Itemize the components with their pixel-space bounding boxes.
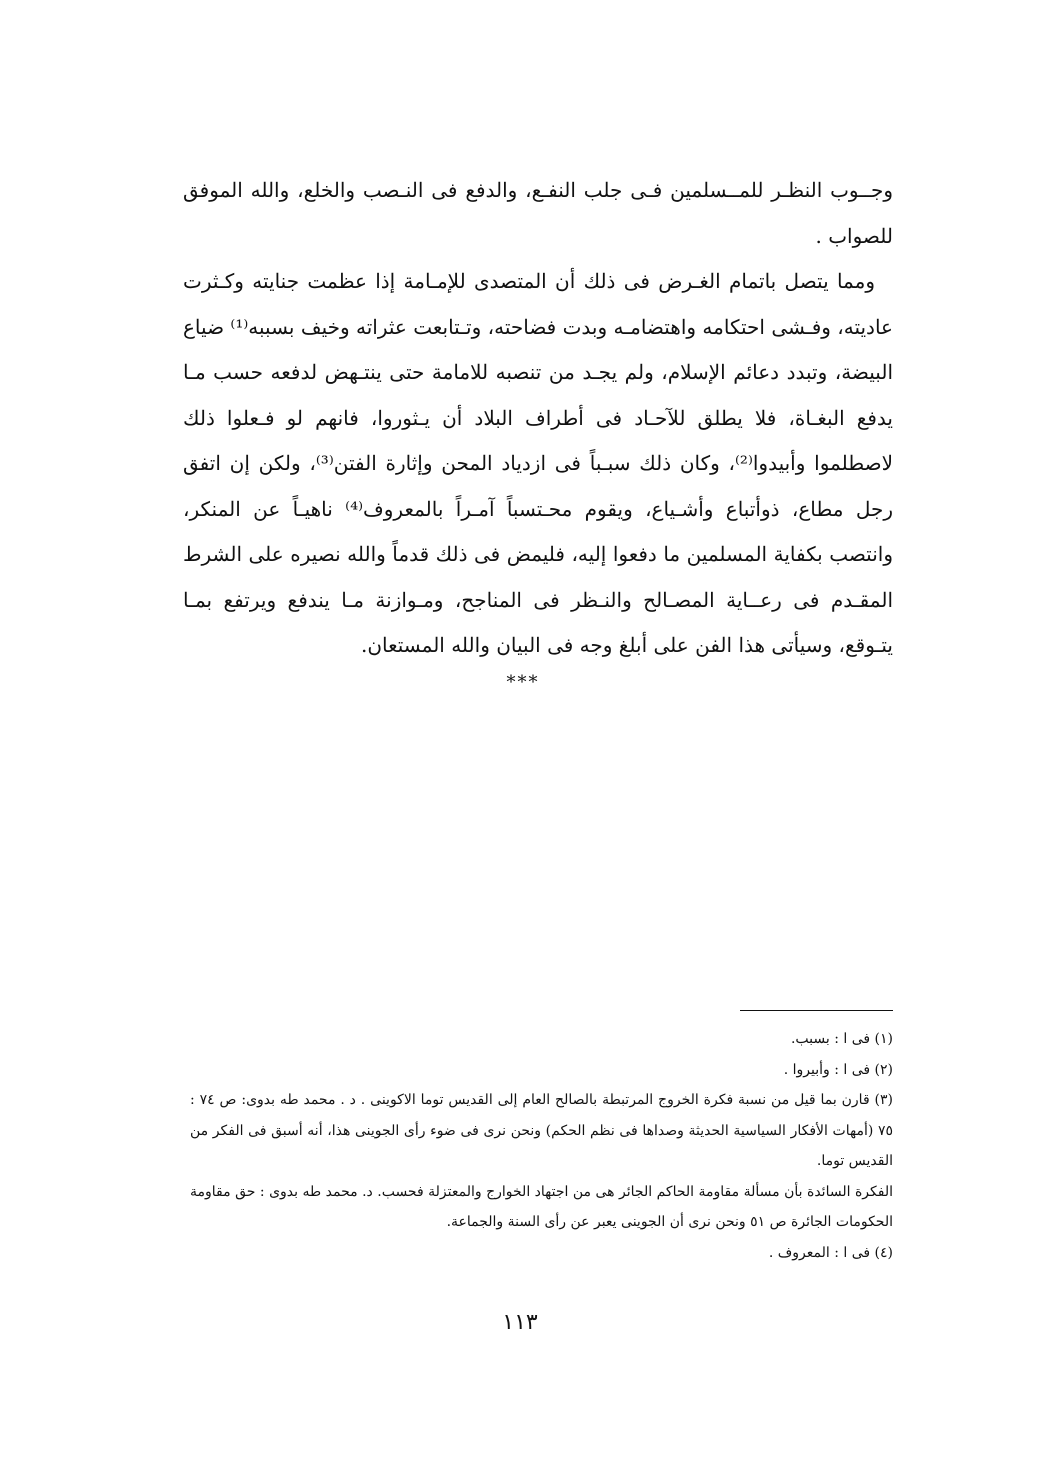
section-separator: *** (506, 672, 540, 693)
footnote: (٢) فى ا : وأبيروا . (783, 1061, 893, 1078)
paragraph: وجــوب النظـر للمــسلمين فـى جلب النفـع، والدفع فى النـصب والخلع، والله الموفق للصواب . (183, 178, 893, 248)
footnotes (190, 1024, 893, 1268)
footnote: (٤) فى ا : المعروف . (768, 1244, 893, 1261)
paragraph: ومما يتصل باتمام الغـرض فى ذلك أن المتصدى للإمـامة إذا عظمت جنايته وكـثرت عاديته، وفـشى احتكامه واهتضامـه وبدت فضاحته، وتـتابعت عثراته وخيف بسببه⁽¹⁾ ضياع البيضة، وتبدد دعائم الإسلام، ولم يجـد من تنصبه للامامة حتى ينتـهض لدفعه حسب مـا يدفع البغـاة، فلا يطلق للآحـاد فى أطراف البلاد أن يـثوروا، فانهم لو فـعلوا ذلك لاصطلموا وأبيدوا⁽²⁾، وكان ذلك سبـباً فى ازدياد المحن وإثارة الفتن⁽³⁾، ولكن إن اتفق رجل مطاع، ذوأتباع وأشـياع، ويقوم محـتسباً آمـراً بالمعروف⁽⁴⁾ ناهيـاً عن المنكر، وانتصب بكفاية المسلمين ما دفعوا إليه، فليمض فى ذلك قدماً والله نصيره على الشرط المقـدم فى رعــاية المصـالح والنـظر فى المناجح، ومـوازنة مـا يندفع ويرتفع بمـا يتـوقع، وسيأتى هذا الفن على أبلغ وجه فى البيان والله المستعان. (183, 269, 894, 657)
footnote-divider (740, 1010, 893, 1011)
footnote: (٣) قارن بما قيل من نسبة فكرة الخروج المرتبطة بالصالح العام إلى القديس توما الاكوينى . د . محمد طه بدوى: ص ٧٤ : ٧٥ (أمهات الأفكار السياسية الحديثة وصداها فى نظم الحكم) ونحن نرى فى ضوء رأى الجوينى هذا، أنه أسبق فى الفكر من القديس توما. (190, 1092, 893, 1169)
page-number: ١١٣ (502, 1310, 538, 1335)
footnote: الفكرة السائدة بأن مسألة مقاومة الحاكم الجائر هى من اجتهاد الخوارج والمعتزلة فحسب. د. محمد طه بدوى : حق مقاومة الحكومات الجائرة ص ٥١ ونحن نرى أن الجوينى يعبر عن رأى السنة والجماعة. (190, 1183, 893, 1230)
footnote: (١) فى ا : بسبب. (790, 1031, 893, 1047)
main-text (183, 168, 893, 669)
